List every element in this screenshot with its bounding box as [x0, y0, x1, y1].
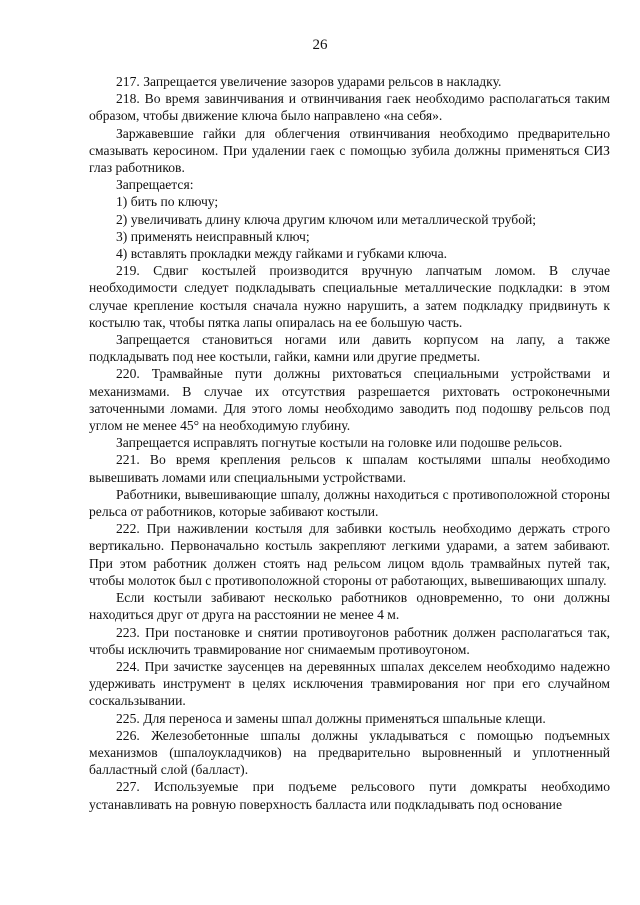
paragraph-221-workers: Работники, вывешивающие шпалу, должны находиться с противоположной стороны рельса от работников, которые забивают костыли.	[89, 486, 610, 520]
paragraph-223: 223. При постановке и снятии противоугонов работник должен располагаться так, чтобы исключить травмирование ног снимаемым противоугоном.	[89, 624, 610, 657]
paragraph-226: 226. Железобетонные шпалы должны укладываться с помощью подъемных механизмов (шпалоукладчиков) на предварительно выровненный и уплотненный балластный слой (балласт).	[89, 727, 610, 778]
paragraph-222-multiple: Если костыли забивают несколько работников одновременно, то они должны находиться друг от друга на расстоянии не менее 4 м.	[89, 590, 610, 623]
paragraph-219: 219. Сдвиг костылей производится вручную лапчатым ломом. В случае необходимости следует подкладывать специальные металлические подкладки: в этом случае крепление костыля сначала нужно нарушить, а затем подкладку придвинуть к костылю так, чтобы пятка лапы опиралась на ее большую часть.	[89, 263, 610, 330]
paragraph-219-prohibited: Запрещается становиться ногами или давить корпусом на лапу, а также подкладывать под нее костыли, гайки, камни или другие предметы.	[89, 332, 610, 365]
paragraph-224: 224. При зачистке заусенцев на деревянных шпалах декселем необходимо надежно удерживать инструмент в целях исключения травмирования ног при его случайном соскальзывании.	[89, 658, 610, 709]
paragraph-221: 221. Во время крепления рельсов к шпалам костылями шпалы необходимо вывешивать ломами или специальными устройствами.	[89, 452, 610, 485]
paragraph-222: 222. При наживлении костыля для забивки костыль необходимо держать строго вертикально. Первоначально костыль закрепляют легкими ударами, а затем забивают. При этом работник должен стоять над рельсом лицом вдоль трамвайных путей так, чтобы молоток был с противоположной стороны от работающих, вывешивающих шпалу.	[89, 521, 610, 588]
paragraph-rusted-nuts: Заржавевшие гайки для облегчения отвинчивания необходимо предварительно смазывать керосином. При удалении гаек с помощью зубила должны применяться СИЗ глаз работников.	[89, 125, 610, 176]
list-item-2: 2) увеличивать длину ключа другим ключом или металлической трубой;	[116, 211, 537, 227]
paragraph-218: 218. Во время завинчивания и отвинчивания гаек необходимо располагаться таким образом, чтобы движение ключа было направлено «на себя».	[89, 91, 610, 124]
list-item-1: 1) бить по ключу;	[116, 194, 219, 210]
list-item-3: 3) применять неисправный ключ;	[116, 228, 310, 244]
list-item-4: 4) вставлять прокладки между гайками и губками ключа.	[116, 246, 448, 262]
paragraph-prohibited-heading: Запрещается:	[116, 177, 194, 193]
paragraph-225: 225. Для переноса и замены шпал должны применяться шпальные клещи.	[116, 710, 546, 726]
paragraph-227: 227. Используемые при подъеме рельсового пути домкраты необходимо устанавливать на ровную поверхность балласта или подкладывать под основание	[89, 779, 610, 812]
paragraph-220-prohibited: Запрещается исправлять погнутые костыли на головке или подошве рельсов.	[116, 435, 563, 451]
page-number: 26	[312, 37, 328, 53]
document-body	[89, 73, 610, 813]
paragraph-220: 220. Трамвайные пути должны рихтоваться специальными устройствами и механизмами. В случае их отсутствия разрешается рихтовать остроконечными заточенными ломами. Для этого ломы необходимо заводить под подошву рельсов под углом не менее 45° на необходимую глубину.	[89, 366, 610, 434]
paragraph-217: 217. Запрещается увеличение зазоров ударами рельсов в накладку.	[116, 74, 502, 89]
